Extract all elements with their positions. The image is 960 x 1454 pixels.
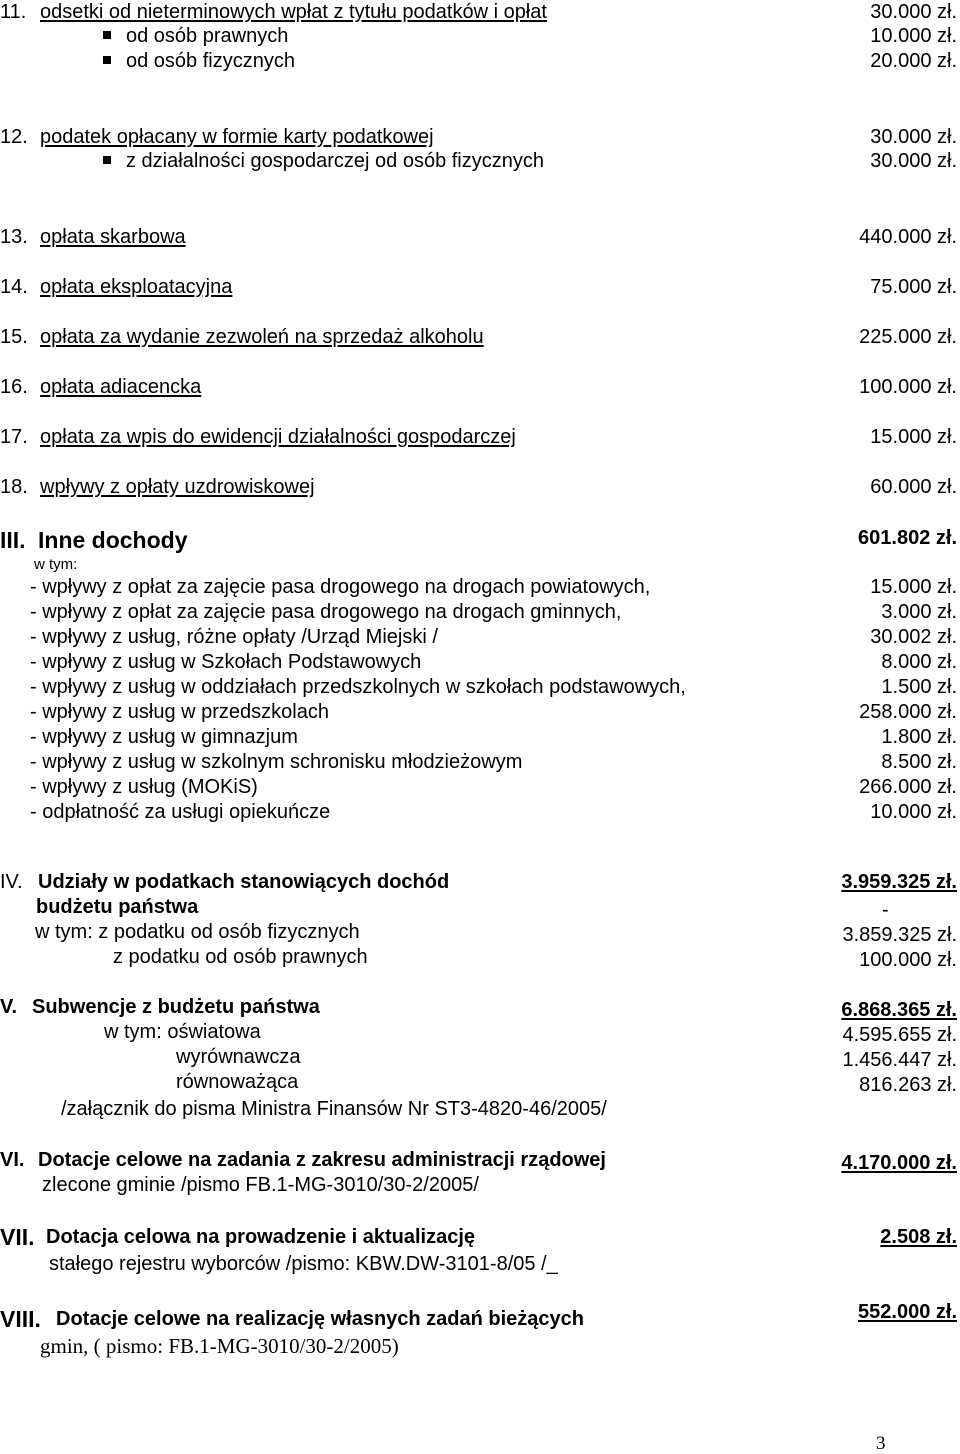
section-3-amount: 601.802 zł. [858, 527, 957, 549]
section-3-row-label: - wpływy z usług w oddziałach przedszkolnych w szkołach podstawowych, [30, 676, 686, 698]
item-label: opłata skarbowa [40, 226, 186, 248]
section-3-row-amount: 10.000 zł. [870, 801, 957, 823]
section-5-sub2-amount: 1.456.447 zł. [842, 1049, 957, 1071]
section-8-title: Dotacje celowe na realizację własnych zadań bieżących [56, 1308, 585, 1330]
item-12-number: 12. [0, 126, 28, 148]
section-3-row-amount: 8.500 zł. [881, 751, 957, 773]
item-12-amount: 30.000 zł. [870, 126, 957, 148]
section-4-sub2-label: z podatku od osób prawnych [113, 946, 368, 968]
item-11-sub-label: od osób prawnych [126, 25, 289, 47]
item-12-label: podatek opłacany w formie karty podatkowej [40, 126, 434, 148]
section-3-wtym: w tym: [34, 556, 78, 573]
section-4-sub2-amount: 100.000 zł. [859, 949, 957, 971]
section-3-row-amount: 15.000 zł. [870, 576, 957, 598]
item-11-amount: 30.000 zł. [870, 1, 957, 23]
section-5-note: /załącznik do pisma Ministra Finansów Nr ST3-4820-46/2005/ [61, 1098, 607, 1120]
section-5-sub2-label: wyrównawcza [176, 1046, 301, 1068]
item-11-sub-amount: 10.000 zł. [870, 25, 957, 47]
item-amount: 100.000 zł. [859, 376, 957, 398]
section-3-row-label: - wpływy z opłat za zajęcie pasa drogowego na drogach powiatowych, [30, 576, 651, 598]
section-3-roman: III. [0, 527, 26, 553]
section-3-row-label: - wpływy z usług (MOKiS) [30, 776, 258, 798]
section-4-amount: 3.959.325 zł. [841, 871, 957, 893]
section-7-line2: stałego rejestru wyborców /pismo: KBW.DW-3101-8/05 /_ [49, 1253, 558, 1275]
item-amount: 15.000 zł. [870, 426, 957, 448]
section-3-row-label: - wpływy z usług w przedszkolach [30, 701, 329, 723]
item-label: opłata eksploatacyjna [40, 276, 233, 298]
item-number: 18. [0, 476, 28, 498]
item-label: opłata za wpis do ewidencji działalności gospodarczej [40, 426, 516, 448]
item-number: 15. [0, 326, 28, 348]
section-4-title-line1: Udziały w podatkach stanowiących dochód [38, 871, 450, 893]
section-3-row-amount: 258.000 zł. [859, 701, 957, 723]
section-8-roman: VIII. [0, 1306, 41, 1332]
section-6-amount: 4.170.000 zł. [841, 1152, 957, 1174]
item-11-label: odsetki od nieterminowych wpłat z tytułu podatków i opłat [40, 1, 547, 23]
section-5-amount: 6.868.365 zł. [841, 999, 957, 1021]
section-5-roman: V. [0, 996, 18, 1018]
section-5-sub3-label: równoważąca [176, 1071, 299, 1093]
item-label: opłata za wydanie zezwoleń na sprzedaż alkoholu [40, 326, 484, 348]
section-3-row-amount: 30.002 zł. [870, 626, 957, 648]
bullet-icon [103, 56, 111, 64]
section-7-roman: VII. [0, 1224, 35, 1250]
bullet-icon [103, 156, 111, 164]
section-3-row-label: - odpłatność za usługi opiekuńcze [30, 801, 331, 823]
section-3-row-label: - wpływy z usług w gimnazjum [30, 726, 298, 748]
section-5-sub1-label: w tym: oświatowa [104, 1021, 261, 1043]
section-6-line2: zlecone gminie /pismo FB.1-MG-3010/30-2/2005/ [42, 1174, 479, 1196]
item-amount: 440.000 zł. [859, 226, 957, 248]
section-4-roman: IV. [0, 871, 23, 893]
item-number: 17. [0, 426, 28, 448]
item-label: wpływy z opłaty uzdrowiskowej [40, 476, 315, 498]
item-number: 14. [0, 276, 28, 298]
bullet-icon [103, 31, 111, 39]
section-3-title: Inne dochody [38, 527, 188, 553]
section-5-sub3-amount: 816.263 zł. [859, 1074, 957, 1096]
section-4-sub1-label: w tym: z podatku od osób fizycznych [35, 921, 360, 943]
page-number: 3 [876, 1433, 886, 1454]
item-12-sub-amount: 30.000 zł. [870, 150, 957, 172]
item-label: opłata adiacencka [40, 376, 202, 398]
section-5-sub1-amount: 4.595.655 zł. [842, 1024, 957, 1046]
item-11-sub-label: od osób fizycznych [126, 50, 295, 72]
section-3-row-amount: 266.000 zł. [859, 776, 957, 798]
section-6-roman: VI. [0, 1149, 25, 1171]
section-4-dash: - [882, 899, 889, 921]
section-7-title: Dotacja celowa na prowadzenie i aktualizację [46, 1226, 476, 1248]
item-number: 16. [0, 376, 28, 398]
item-12-sub-label: z działalności gospodarczej od osób fizycznych [126, 150, 544, 172]
section-3-row-amount: 8.000 zł. [881, 651, 957, 673]
section-3-row-label: - wpływy z usług w szkolnym schronisku młodzieżowym [30, 751, 523, 773]
item-amount: 75.000 zł. [870, 276, 957, 298]
item-amount: 225.000 zł. [859, 326, 957, 348]
section-3-row-amount: 1.500 zł. [881, 676, 957, 698]
item-number: 13. [0, 226, 28, 248]
section-3-row-label: - wpływy z opłat za zajęcie pasa drogowego na drogach gminnych, [30, 601, 622, 623]
item-amount: 60.000 zł. [870, 476, 957, 498]
section-4-sub1-amount: 3.859.325 zł. [842, 924, 957, 946]
item-11-number: 11. [0, 1, 27, 23]
item-11-sub-amount: 20.000 zł. [870, 50, 957, 72]
section-3-row-amount: 1.800 zł. [881, 726, 957, 748]
section-5-title: Subwencje z budżetu państwa [32, 996, 320, 1018]
section-7-amount: 2.508 zł. [880, 1226, 957, 1248]
section-8-line2: gmin, ( pismo: FB.1-MG-3010/30-2/2005) [40, 1334, 399, 1358]
section-4-title-line2: budżetu państwa [36, 896, 199, 918]
section-3-row-amount: 3.000 zł. [881, 601, 957, 623]
section-8-amount: 552.000 zł. [858, 1301, 957, 1323]
section-3-row-label: - wpływy z usług, różne opłaty /Urząd Miejski / [30, 626, 438, 648]
section-6-title: Dotacje celowe na zadania z zakresu administracji rządowej [38, 1149, 606, 1171]
section-3-row-label: - wpływy z usług w Szkołach Podstawowych [30, 651, 422, 673]
